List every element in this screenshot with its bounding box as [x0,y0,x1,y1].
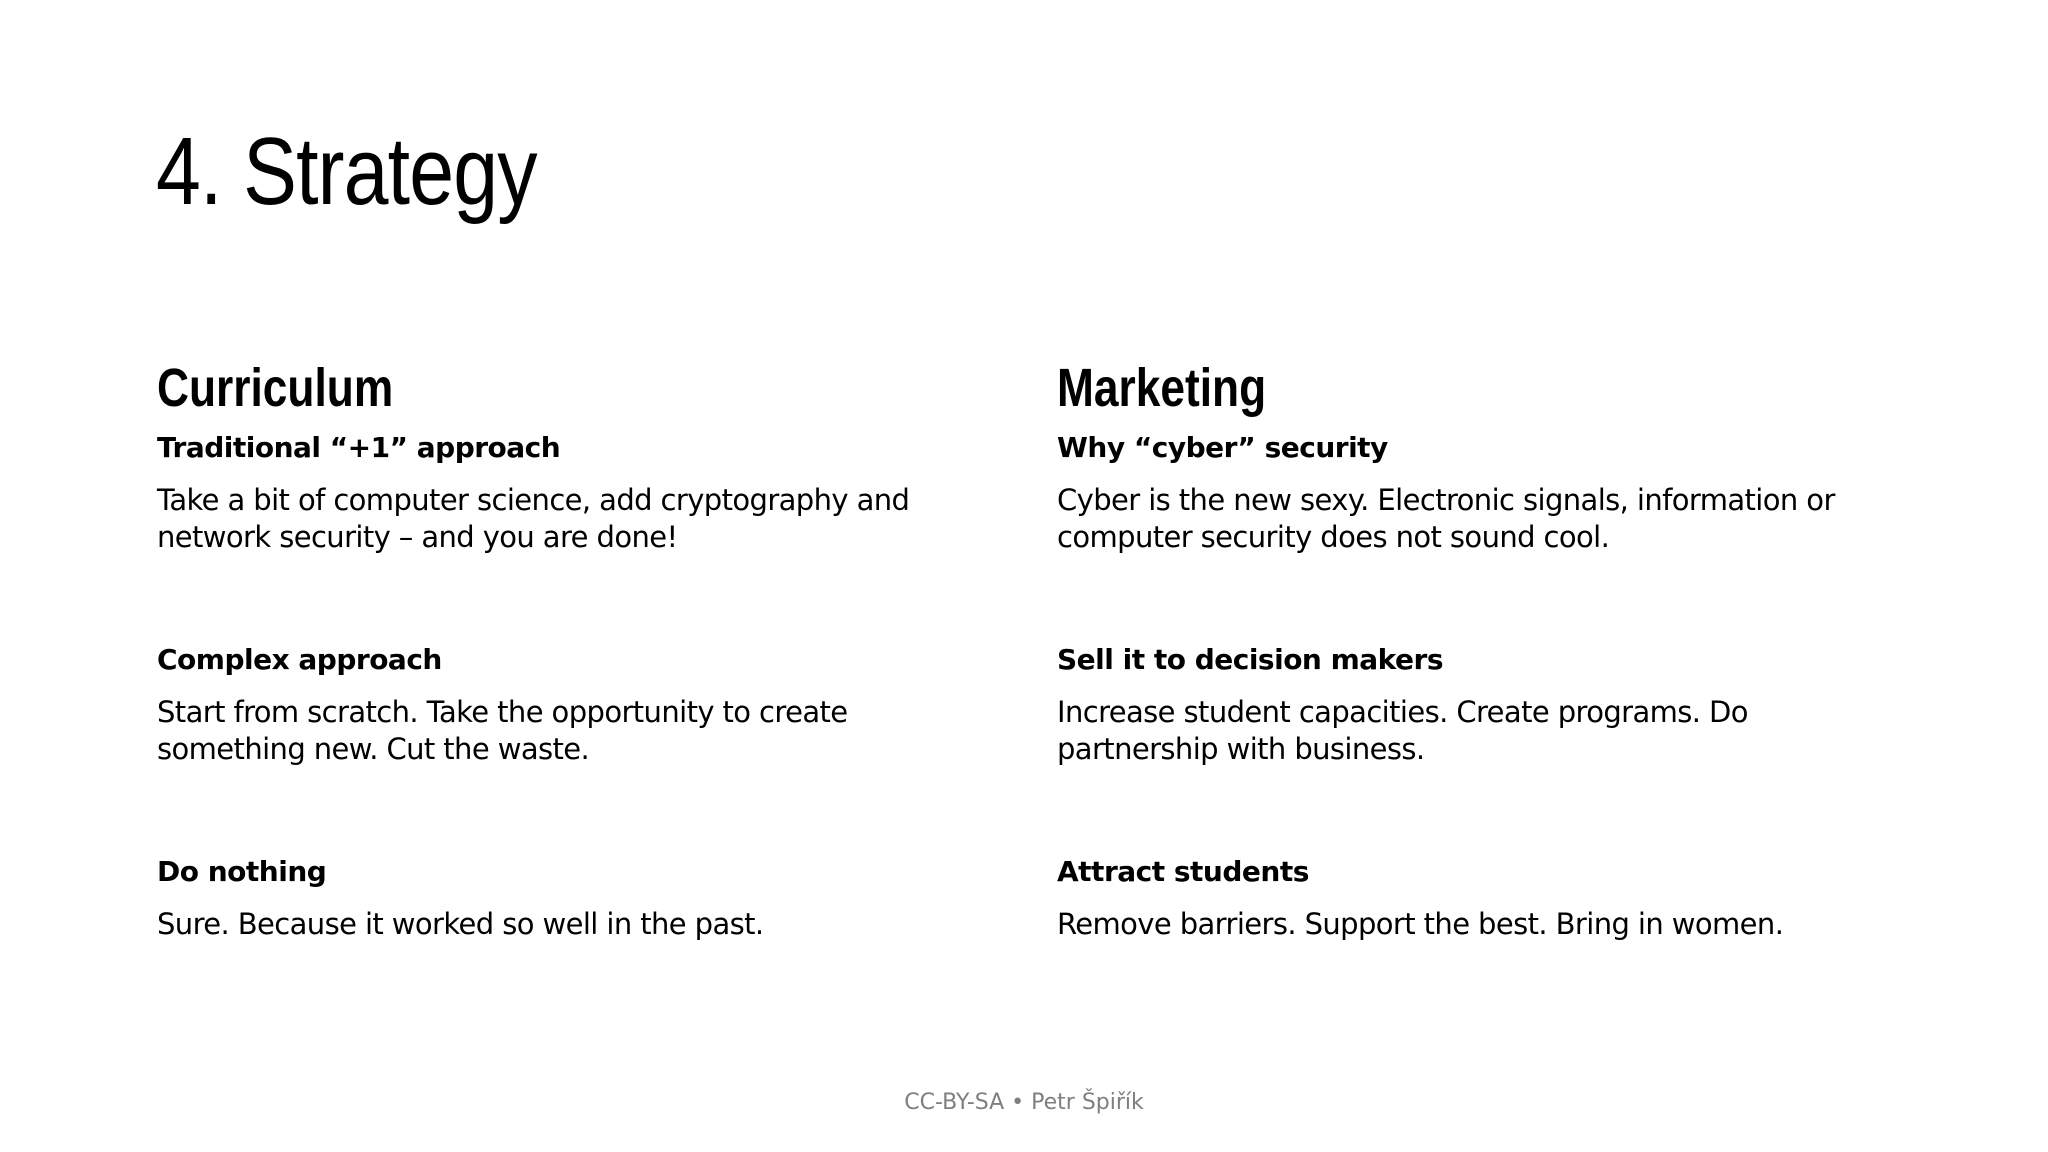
section-body: Take a bit of computer science, add cryptography and network security – and you are done! [157,483,910,554]
section-title: Traditional “+1” approach [157,431,561,464]
section-body: Cyber is the new sexy. Electronic signals, information or computer security does not sound cool. [1057,483,1835,554]
section-sell-to-decision-makers [1057,636,1887,768]
slide-title: 4. Strategy [156,118,537,225]
section-why-cyber-security [1057,424,1887,556]
section-do-nothing [157,848,987,943]
section-title: Sell it to decision makers [1057,643,1444,676]
column-heading: Curriculum [157,358,394,418]
section-complex-approach [157,636,987,768]
section-title: Why “cyber” security [1057,431,1388,464]
section-title: Do nothing [157,855,327,888]
section-body: Remove barriers. Support the best. Bring in women. [1057,907,1784,941]
section-body: Start from scratch. Take the opportunity to create something new. Cut the waste. [157,695,848,766]
section-traditional-approach [157,424,987,556]
column-marketing [1057,352,1887,941]
slide-footer: CC-BY-SA • Petr Špiřík [904,1090,1144,1115]
section-title: Complex approach [157,643,442,676]
column-heading: Marketing [1057,358,1267,418]
section-body: Sure. Because it worked so well in the past. [157,907,764,941]
section-title: Attract students [1057,855,1309,888]
section-body: Increase student capacities. Create programs. Do partnership with business. [1057,695,1748,766]
section-attract-students [1057,848,1887,943]
column-curriculum [157,352,987,941]
